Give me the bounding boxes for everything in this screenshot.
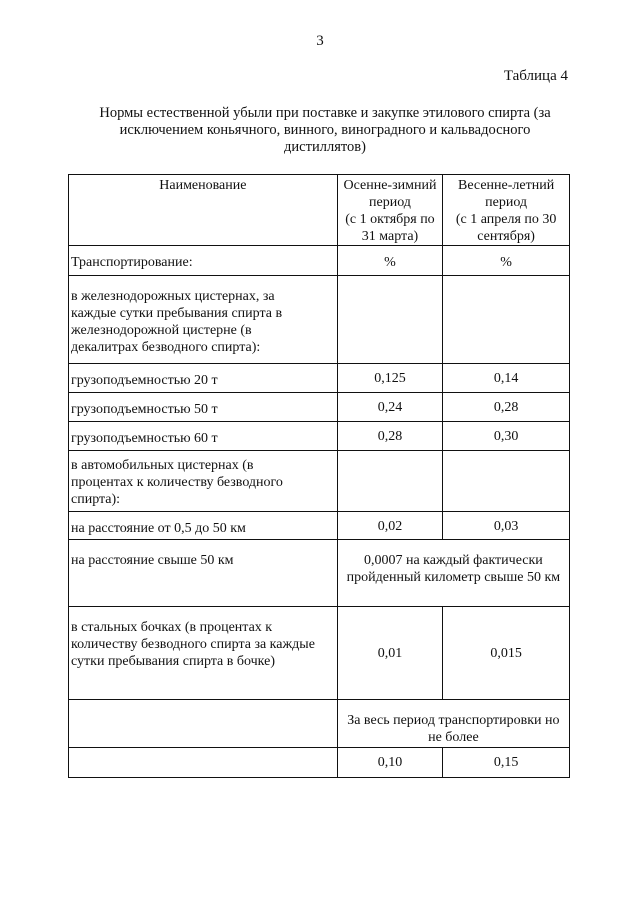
row-value-spring-summer bbox=[443, 276, 570, 364]
table-row bbox=[69, 246, 570, 276]
merged-line: 0,0007 на каждый фактически bbox=[363, 553, 543, 568]
row-value-autumn-winter: 0,28 bbox=[337, 422, 442, 451]
row-name-line: в железнодорожных цистернах, за bbox=[71, 289, 275, 304]
header-line: период bbox=[485, 195, 528, 210]
header-spring-summer bbox=[443, 175, 570, 246]
row-name-line: грузоподъемностью 20 т bbox=[71, 373, 218, 388]
table-label: Таблица 4 bbox=[503, 68, 568, 84]
title-line: исключением коньячного, винного, виноградного и кальвадосного bbox=[119, 122, 531, 138]
norms-table bbox=[68, 174, 570, 778]
merged-line: не более bbox=[428, 730, 479, 745]
header-autumn-winter bbox=[337, 175, 442, 246]
table-row bbox=[69, 512, 570, 540]
table-row bbox=[69, 422, 570, 451]
table-row bbox=[69, 451, 570, 512]
merged-line: За весь период транспортировки но bbox=[347, 713, 560, 728]
row-name bbox=[69, 748, 338, 778]
row-value-spring-summer: 0,15 bbox=[443, 748, 570, 778]
row-name-line: Транспортирование: bbox=[71, 255, 193, 270]
title-line: дистиллятов) bbox=[284, 139, 366, 155]
row-name bbox=[69, 607, 338, 700]
header-line: Осенне-зимний bbox=[343, 178, 437, 193]
row-value-autumn-winter: 0,24 bbox=[337, 393, 442, 422]
row-name bbox=[69, 393, 338, 422]
row-name-line: железнодорожной цистерне (в bbox=[71, 323, 252, 338]
row-merged-value bbox=[337, 700, 569, 748]
row-value-spring-summer: 0,30 bbox=[443, 422, 570, 451]
page-number: 3 bbox=[316, 33, 324, 49]
row-name-line: в стальных бочках (в процентах к bbox=[71, 620, 273, 635]
row-value-spring-summer: 0,03 bbox=[443, 512, 570, 540]
header-name-label: Наименование bbox=[159, 178, 247, 193]
row-name-line: на расстояние свыше 50 км bbox=[71, 553, 234, 568]
table-row bbox=[69, 700, 570, 748]
header-line: 31 марта) bbox=[361, 229, 419, 244]
row-value-autumn-winter: % bbox=[337, 246, 442, 276]
row-value-spring-summer: % bbox=[443, 246, 570, 276]
document-title bbox=[90, 105, 560, 156]
table-row bbox=[69, 393, 570, 422]
row-value-spring-summer bbox=[443, 451, 570, 512]
row-name-line: сутки пребывания спирта в бочке) bbox=[71, 654, 275, 669]
header-line: Весенне-летний bbox=[458, 178, 555, 193]
row-name-line: на расстояние от 0,5 до 50 км bbox=[71, 521, 246, 536]
row-value-autumn-winter: 0,10 bbox=[337, 748, 442, 778]
row-name-line: процентах к количеству безводного bbox=[71, 475, 283, 490]
table-row bbox=[69, 276, 570, 364]
table-header-row bbox=[69, 175, 570, 246]
row-value-autumn-winter: 0,125 bbox=[337, 364, 442, 393]
row-name bbox=[69, 540, 338, 607]
row-value-spring-summer: 0,14 bbox=[443, 364, 570, 393]
row-value-spring-summer: 0,015 bbox=[443, 607, 570, 700]
row-name-line: грузоподъемностью 60 т bbox=[71, 431, 218, 446]
table-row bbox=[69, 748, 570, 778]
merged-line: пройденный километр свыше 50 км bbox=[346, 570, 561, 585]
header-line: сентября) bbox=[477, 229, 535, 244]
row-name-line: каждые сутки пребывания спирта в bbox=[71, 306, 283, 321]
row-merged-value bbox=[337, 540, 569, 607]
row-name-line: спирта): bbox=[71, 492, 121, 507]
row-name bbox=[69, 422, 338, 451]
header-name bbox=[69, 175, 338, 246]
table-row bbox=[69, 540, 570, 607]
title-line: Нормы естественной убыли при поставке и закупке этилового спирта (за bbox=[99, 105, 551, 121]
row-name bbox=[69, 512, 338, 540]
header-line: период bbox=[369, 195, 411, 210]
table-row bbox=[69, 364, 570, 393]
row-value-autumn-winter: 0,01 bbox=[337, 607, 442, 700]
header-line: (с 1 октября по bbox=[345, 212, 435, 227]
row-value-autumn-winter bbox=[337, 276, 442, 364]
row-value-autumn-winter bbox=[337, 451, 442, 512]
header-line: (с 1 апреля по 30 bbox=[455, 212, 557, 227]
row-value-spring-summer: 0,28 bbox=[443, 393, 570, 422]
row-name-line: количеству безводного спирта за каждые bbox=[71, 637, 315, 652]
row-name bbox=[69, 700, 338, 748]
row-name bbox=[69, 246, 338, 276]
row-name bbox=[69, 364, 338, 393]
row-name-line: декалитрах безводного спирта): bbox=[71, 340, 261, 355]
row-value-autumn-winter: 0,02 bbox=[337, 512, 442, 540]
row-name bbox=[69, 451, 338, 512]
row-name bbox=[69, 276, 338, 364]
row-name-line: в автомобильных цистернах (в bbox=[71, 458, 254, 473]
table-row bbox=[69, 607, 570, 700]
row-name-line: грузоподъемностью 50 т bbox=[71, 402, 218, 417]
